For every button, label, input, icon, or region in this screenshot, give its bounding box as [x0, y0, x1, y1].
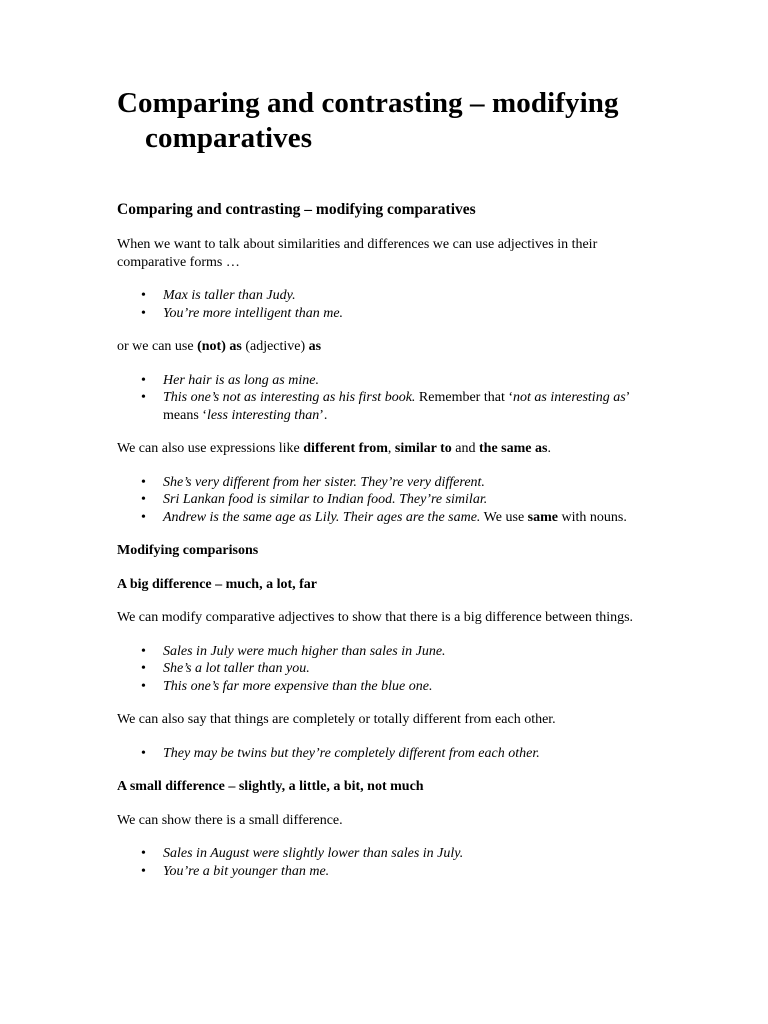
text-run: We use	[480, 509, 528, 525]
bullet-list-big-difference	[117, 643, 657, 696]
example-text: She’s very different from her sister. They’re very different.	[163, 474, 485, 490]
list-item	[163, 660, 657, 678]
paragraph-not-as	[117, 338, 657, 356]
text-run: ’ means ‘	[163, 390, 630, 423]
intro-paragraph: When we want to talk about similarities and differences we can use adjectives in their comparative forms …	[117, 237, 598, 270]
bold-term: the same as	[479, 441, 548, 456]
example-text: Sales in July were much higher than sales in June.	[163, 643, 446, 659]
bold-term: (not) as	[197, 339, 242, 354]
example-text: less interesting than	[206, 407, 320, 423]
list-item	[163, 491, 657, 509]
bullet-list-expressions	[117, 474, 657, 527]
text-run: ,	[387, 441, 395, 456]
example-text: You’re more intelligent than me.	[163, 305, 344, 321]
text-run: ’.	[319, 407, 328, 423]
bold-term: different from	[303, 441, 388, 456]
text-run: We can also use expressions like	[117, 441, 304, 456]
list-item	[163, 305, 657, 323]
example-text: This one’s far more expensive than the blue one.	[163, 678, 433, 694]
paragraph-big-difference: We can modify comparative adjectives to show that there is a big difference between things.	[117, 610, 634, 625]
bullet-list-small-difference	[117, 845, 657, 880]
text-run: with nouns.	[557, 509, 627, 525]
subheading-small-difference: A small difference – slightly, a little, a bit, not much	[117, 779, 424, 794]
list-item	[163, 372, 657, 390]
paragraph-small-difference: We can show there is a small difference.	[117, 812, 343, 828]
text-run: .	[547, 441, 551, 456]
list-item	[163, 643, 657, 661]
subheading-big-difference: A big difference – much, a lot, far	[117, 576, 317, 592]
document-title: Comparing and contrasting – modifying comparatives	[117, 87, 619, 154]
text-run: or we can use	[117, 339, 198, 354]
example-text: You’re a bit younger than me.	[163, 863, 330, 879]
list-item	[163, 678, 657, 696]
example-text: Her hair is as long as mine.	[163, 372, 319, 388]
section-heading: Comparing and contrasting – modifying comparatives	[117, 201, 476, 218]
bullet-list-as-as	[117, 372, 657, 425]
bullet-list-completely-different	[117, 745, 657, 763]
list-item	[163, 745, 657, 763]
subheading-modifying-comparisons: Modifying comparisons	[117, 543, 259, 558]
example-text: They may be twins but they’re completely different from each other.	[163, 745, 540, 761]
list-item	[163, 287, 657, 305]
paragraph-expressions	[117, 440, 657, 458]
paragraph-completely-different: We can also say that things are completely or totally different from each other.	[117, 712, 556, 727]
example-text: Sales in August were slightly lower than sales in July.	[163, 846, 464, 861]
example-text: This one’s not as interesting as his first book.	[163, 390, 416, 405]
bold-term: as	[308, 339, 322, 354]
list-item	[163, 863, 657, 881]
text-run: (adjective)	[241, 339, 309, 354]
example-text: not as interesting as	[513, 390, 626, 405]
example-text: Andrew is the same age as Lily. Their ages are the same.	[163, 509, 481, 525]
text-run: and	[451, 441, 480, 456]
text-run: Remember that ‘	[415, 390, 513, 405]
list-item	[163, 474, 657, 492]
example-text: Max is taller than Judy.	[163, 288, 296, 303]
bullet-list-comparatives	[117, 287, 657, 322]
example-text: She’s a lot taller than you.	[163, 661, 310, 676]
list-item	[163, 389, 657, 424]
document-page	[117, 86, 657, 880]
bold-term: similar to	[394, 441, 452, 456]
example-text: Sri Lankan food is similar to Indian food. They’re similar.	[163, 492, 488, 507]
list-item	[163, 845, 657, 863]
list-item	[163, 509, 657, 527]
bold-term: same	[527, 509, 558, 525]
